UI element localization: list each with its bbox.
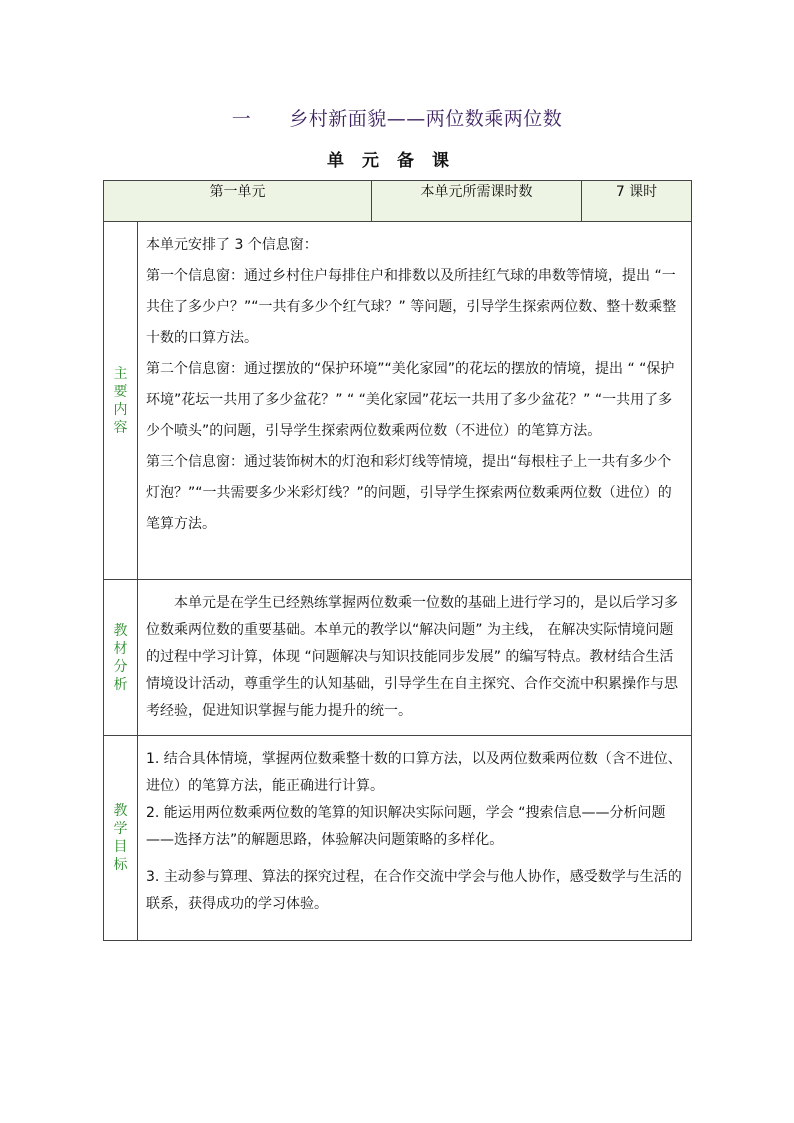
main-content-cell — [138, 222, 692, 580]
main-content-line: 本单元安排了 3 个信息窗： — [146, 237, 318, 253]
goal-item: 1. 结合具体情境，掌握两位数乘整十数的口算方法，以及两位数乘两位数（含不进位、进位）的笔算方法，能正确进行计算。 — [146, 751, 682, 794]
goals-cell — [138, 736, 692, 941]
table-header-row — [104, 181, 692, 222]
lesson-plan-table — [103, 180, 692, 941]
main-content-side-label: 主 要 内 容 — [104, 222, 138, 580]
hours-label-cell: 本单元所需课时数 — [372, 181, 582, 222]
main-content-line: 第一个信息窗：通过乡村住户每排住户和排数以及所挂红气球的串数等情境，提出 “一共住了多少户？”“一共有多少个红气球？” 等问题，引导学生探索两位数、整十数乘整十数的口算方法。 — [146, 268, 677, 346]
goal-item: 3. 主动参与算理、算法的探究过程，在合作交流中学会与他人协作，感受数学与生活的联系，获得成功的学习体验。 — [146, 869, 682, 912]
page-subtitle: 单元备课 — [327, 151, 467, 171]
unit-title — [0, 104, 794, 131]
unit-label-cell: 第一单元 — [104, 181, 372, 222]
goals-row — [104, 736, 692, 941]
unit-number: 一 — [231, 108, 252, 130]
goal-item: 2. 能运用两位数乘两位数的笔算的知识解决实际问题，学会 “搜索信息——分析问题——选择方法”的解题思路，体验解决问题策略的多样化。 — [146, 805, 666, 848]
unit-title-text: 乡村新面貌——两位数乘两位数 — [289, 108, 563, 130]
goals-side-label: 教 学 目 标 — [104, 736, 138, 941]
hours-value-cell: 7 课时 — [582, 181, 692, 222]
main-content-row — [104, 222, 692, 580]
analysis-row — [104, 580, 692, 736]
analysis-cell — [138, 580, 692, 736]
analysis-side-label: 教 材 分 析 — [104, 580, 138, 736]
main-content-line: 第二个信息窗：通过摆放的“保护环境”“美化家园”的花坛的摆放的情境，提出 “ “保护环境”花坛一共用了多少盆花？” “ “美化家园”花坛一共用了多少盆花？” “一共用了多少个喷头”的问题，引导学生探索两位数乘两位数（不进位）的笔算方法。 — [146, 361, 675, 439]
analysis-text: 本单元是在学生已经熟练掌握两位数乘一位数的基础上进行学习的，是以后学习多位数乘两位数的重要基础。本单元的教学以“解决问题” 为主线， 在解决实际情境问题的过程中学习计算，体现 “问题解决与知识技能同步发展” 的编写特点。教材结合生活情境设计活动，尊重学生的认知基础，引导学生在自主探究、合作交流中积累操作与思考经验，促进知识掌握与能力提升的统一。 — [146, 595, 678, 719]
main-content-line: 第三个信息窗：通过装饰树木的灯泡和彩灯线等情境，提出“每根柱子上一共有多少个灯泡？”“一共需要多少米彩灯线？”的问题，引导学生探索两位数乘两位数（进位）的笔算方法。 — [146, 454, 672, 532]
